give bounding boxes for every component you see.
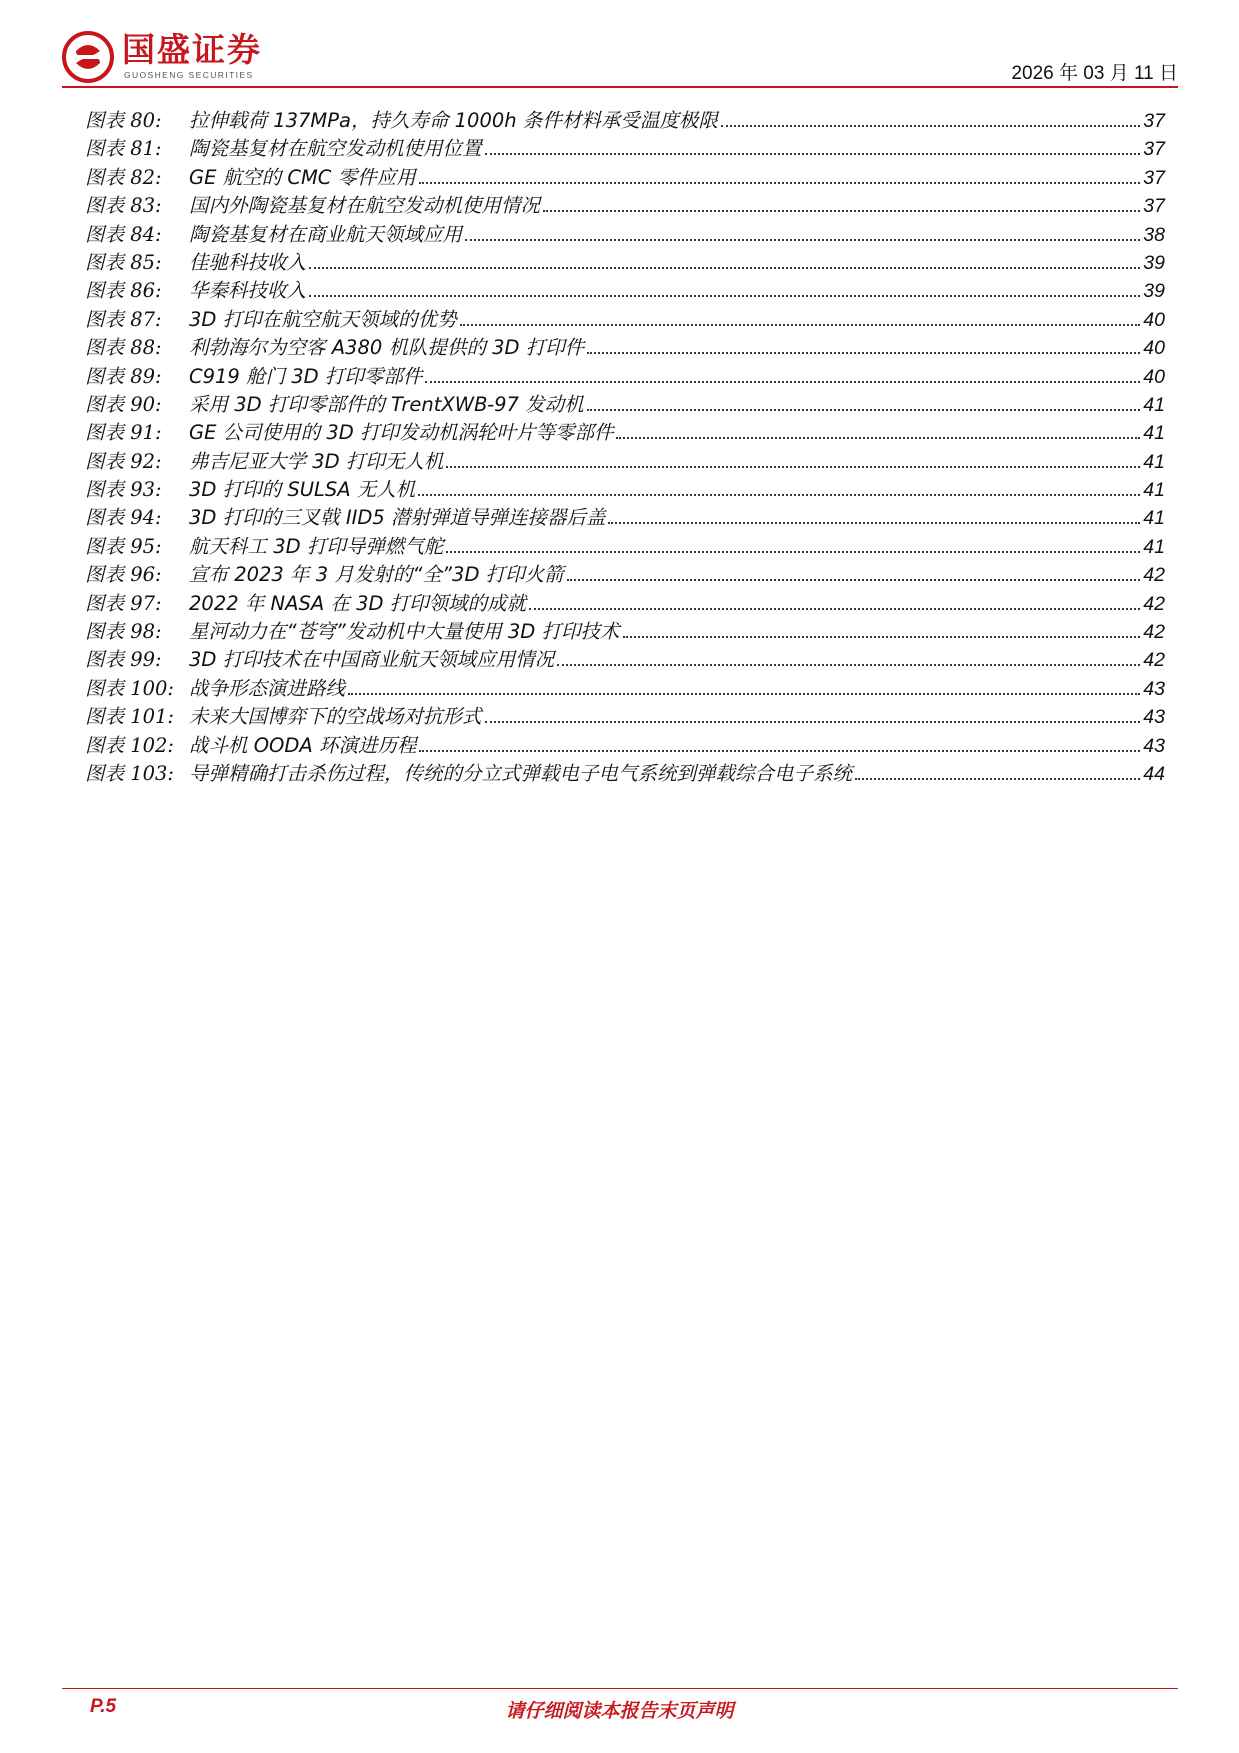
footer-divider xyxy=(62,1688,1178,1689)
toc-entry-title: 宣布 2023 年 3 月发射的“全”3D 打印火箭 xyxy=(189,563,564,587)
toc-entry-label: 图表 87: xyxy=(85,307,162,331)
toc-entry-page: 41 xyxy=(1143,535,1165,558)
toc-entry-title: 国内外陶瓷基复材在航空发动机使用情况 xyxy=(189,194,541,218)
toc-entry[interactable] xyxy=(85,332,1165,360)
figure-index-list xyxy=(85,105,1165,786)
toc-leader-dots xyxy=(348,693,1140,695)
toc-entry-label: 图表 94: xyxy=(85,506,162,530)
toc-entry-label: 图表 96: xyxy=(85,563,162,587)
toc-entry-page: 42 xyxy=(1143,621,1165,644)
toc-entry-title: 2022 年 NASA 在 3D 打印领域的成就 xyxy=(189,591,527,615)
toc-entry-page: 41 xyxy=(1143,507,1165,530)
toc-leader-dots xyxy=(309,267,1140,269)
toc-entry-title: 3D 打印的三叉戟 IID5 潜射弹道导弹连接器后盖 xyxy=(189,506,606,530)
toc-entry-page: 41 xyxy=(1143,450,1165,473)
toc-leader-dots xyxy=(485,721,1141,723)
toc-entry-page: 40 xyxy=(1143,365,1165,388)
toc-entry-label: 图表 90: xyxy=(85,392,162,416)
toc-entry[interactable] xyxy=(85,701,1165,729)
toc-entry-label: 图表 98: xyxy=(85,620,162,644)
toc-leader-dots xyxy=(567,579,1141,581)
toc-entry-page: 42 xyxy=(1143,592,1165,615)
toc-leader-dots xyxy=(419,750,1140,752)
toc-leader-dots xyxy=(309,295,1140,297)
toc-entry-page: 43 xyxy=(1143,677,1165,700)
toc-entry-title: 陶瓷基复材在航空发动机使用位置 xyxy=(189,137,482,161)
toc-entry-label: 图表 84: xyxy=(85,222,162,246)
toc-entry-title: 拉伸载荷 137MPa，持久寿命 1000h 条件材料承受温度极限 xyxy=(189,109,718,132)
toc-entry-title: 3D 打印的 SULSA 无人机 xyxy=(189,478,416,502)
toc-entry[interactable] xyxy=(85,190,1165,218)
toc-entry-page: 42 xyxy=(1143,564,1165,587)
toc-leader-dots xyxy=(721,125,1140,127)
toc-entry-title: 3D 打印技术在中国商业航天领域应用情况 xyxy=(189,648,555,672)
toc-entry[interactable] xyxy=(85,644,1165,672)
toc-entry-page: 40 xyxy=(1143,308,1165,331)
toc-entry-title: 星河动力在“苍穹”发动机中大量使用 3D 打印技术 xyxy=(189,620,620,644)
report-date: 2026 年 03 月 11 日 xyxy=(1011,63,1178,84)
logo-english-name: GUOSHENG SECURITIES xyxy=(124,70,254,80)
toc-entry[interactable] xyxy=(85,588,1165,616)
toc-leader-dots xyxy=(485,153,1141,155)
toc-entry-page: 43 xyxy=(1143,706,1165,729)
toc-leader-dots xyxy=(425,381,1140,383)
toc-leader-dots xyxy=(446,551,1140,553)
toc-entry[interactable] xyxy=(85,389,1165,417)
page-header xyxy=(62,28,1178,86)
toc-entry[interactable] xyxy=(85,616,1165,644)
logo-chinese-name: 国盛证券 xyxy=(122,30,262,69)
toc-entry-label: 图表 88: xyxy=(85,336,162,360)
toc-leader-dots xyxy=(446,466,1140,468)
toc-entry-title: C919 舱门 3D 打印零部件 xyxy=(189,364,423,388)
toc-leader-dots xyxy=(608,522,1140,524)
toc-entry-label: 图表 85: xyxy=(85,250,162,274)
page-number: P.5 xyxy=(90,1696,117,1717)
toc-leader-dots xyxy=(616,437,1140,439)
toc-entry[interactable] xyxy=(85,275,1165,303)
toc-entry[interactable] xyxy=(85,105,1165,133)
toc-entry-label: 图表 89: xyxy=(85,364,162,388)
toc-entry-label: 图表 83: xyxy=(85,194,162,218)
toc-entry-label: 图表 86: xyxy=(85,279,162,303)
footer-disclaimer: 请仔细阅读本报告末页声明 xyxy=(505,1700,734,1722)
toc-entry[interactable] xyxy=(85,673,1165,701)
toc-leader-dots xyxy=(419,182,1141,184)
guosheng-logo-icon xyxy=(62,31,114,83)
toc-entry-page: 37 xyxy=(1143,195,1165,218)
toc-entry[interactable] xyxy=(85,474,1165,502)
toc-entry[interactable] xyxy=(85,361,1165,389)
toc-leader-dots xyxy=(543,210,1140,212)
toc-leader-dots xyxy=(623,636,1141,638)
toc-entry-page: 44 xyxy=(1143,762,1165,785)
toc-entry-label: 图表 81: xyxy=(85,137,162,161)
toc-entry-title: 战争形态演进路线 xyxy=(189,676,346,700)
toc-entry-label: 图表 100: xyxy=(85,676,174,700)
toc-entry-page: 41 xyxy=(1143,393,1165,416)
toc-leader-dots xyxy=(587,409,1141,411)
toc-entry[interactable] xyxy=(85,247,1165,275)
toc-entry[interactable] xyxy=(85,133,1165,161)
toc-entry-title: 陶瓷基复材在商业航天领域应用 xyxy=(189,222,463,246)
toc-leader-dots xyxy=(529,608,1140,610)
toc-entry-page: 38 xyxy=(1143,223,1165,246)
toc-entry-label: 图表 92: xyxy=(85,449,162,473)
toc-entry-page: 37 xyxy=(1143,138,1165,161)
toc-entry-title: 华秦科技收入 xyxy=(189,279,307,303)
toc-entry-title: 佳驰科技收入 xyxy=(189,250,307,274)
toc-entry-page: 43 xyxy=(1143,734,1165,757)
toc-entry-label: 图表 99: xyxy=(85,648,162,672)
toc-entry[interactable] xyxy=(85,162,1165,190)
toc-leader-dots xyxy=(460,324,1141,326)
toc-entry-title: 利勃海尔为空客 A380 机队提供的 3D 打印件 xyxy=(189,336,585,360)
toc-entry-title: 3D 打印在航空航天领域的优势 xyxy=(189,307,457,331)
toc-entry[interactable] xyxy=(85,730,1165,758)
toc-entry-title: 采用 3D 打印零部件的 TrentXWB-97 发动机 xyxy=(189,392,584,416)
toc-entry[interactable] xyxy=(85,446,1165,474)
toc-entry-page: 40 xyxy=(1143,337,1165,360)
toc-entry-title: 导弹精确打击杀伤过程，传统的分立式弹载电子电气系统到弹载综合电子系统 xyxy=(189,761,853,785)
toc-leader-dots xyxy=(418,494,1140,496)
toc-entry-page: 39 xyxy=(1143,280,1165,303)
toc-entry-title: GE 航空的 CMC 零件应用 xyxy=(189,165,416,189)
toc-entry-label: 图表 97: xyxy=(85,591,162,615)
toc-entry[interactable] xyxy=(85,304,1165,332)
toc-entry-page: 42 xyxy=(1143,649,1165,672)
toc-entry-title: 航天科工 3D 打印导弹燃气舵 xyxy=(189,534,444,558)
header-divider xyxy=(62,86,1178,88)
toc-entry-page: 41 xyxy=(1143,479,1165,502)
toc-entry-label: 图表 101: xyxy=(85,705,174,729)
toc-entry-title: 未来大国博弈下的空战场对抗形式 xyxy=(189,705,482,729)
toc-leader-dots xyxy=(855,778,1140,780)
toc-entry-label: 图表 80: xyxy=(85,109,162,132)
company-logo xyxy=(62,28,292,84)
toc-entry-title: 战斗机 OODA 环演进历程 xyxy=(189,733,417,757)
toc-entry-page: 37 xyxy=(1143,110,1165,132)
toc-entry-label: 图表 82: xyxy=(85,165,162,189)
toc-leader-dots xyxy=(587,352,1140,354)
toc-entry[interactable] xyxy=(85,559,1165,587)
toc-entry-page: 41 xyxy=(1143,422,1165,445)
toc-entry-title: GE 公司使用的 3D 打印发动机涡轮叶片等零部件 xyxy=(189,421,614,445)
toc-entry-title: 弗吉尼亚大学 3D 打印无人机 xyxy=(189,449,444,473)
toc-entry-label: 图表 91: xyxy=(85,421,162,445)
toc-leader-dots xyxy=(557,664,1140,666)
toc-entry[interactable] xyxy=(85,758,1165,786)
toc-entry-label: 图表 102: xyxy=(85,733,174,757)
toc-leader-dots xyxy=(465,239,1140,241)
toc-entry-label: 图表 93: xyxy=(85,478,162,502)
toc-entry[interactable] xyxy=(85,502,1165,530)
toc-entry-page: 37 xyxy=(1143,166,1165,189)
toc-entry[interactable] xyxy=(85,219,1165,247)
toc-entry-label: 图表 95: xyxy=(85,534,162,558)
toc-entry-label: 图表 103: xyxy=(85,761,174,785)
toc-entry[interactable] xyxy=(85,531,1165,559)
toc-entry-page: 39 xyxy=(1143,251,1165,274)
toc-entry[interactable] xyxy=(85,417,1165,445)
